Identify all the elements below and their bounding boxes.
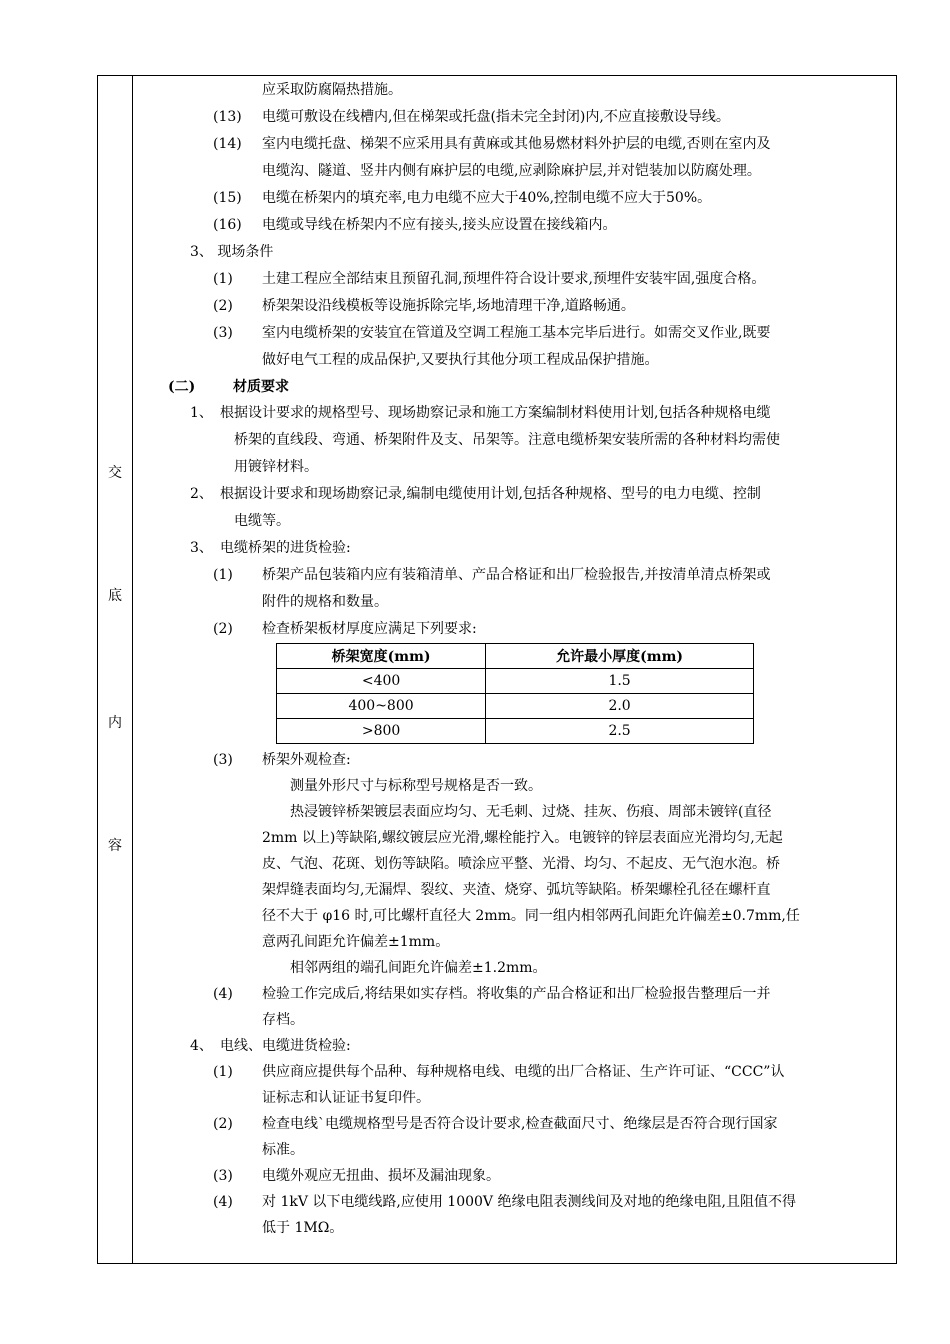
- text-line: 电缆可敷设在线槽内,但在梯架或托盘(指未完全封闭)内,不应直接敷设导线。: [262, 109, 730, 125]
- item-number: (4): [213, 986, 233, 1002]
- text-line: 桥架架设沿线模板等设施拆除完毕,场地清理干净,道路畅通。: [262, 298, 635, 314]
- text-line: 热浸镀锌桥架镀层表面应均匀、无毛刺、过烧、挂灰、伤痕、周部未镀锌(直径: [290, 804, 772, 820]
- side-label-char: 容: [108, 838, 122, 854]
- text-line: 检查电线`电缆规格型号是否符合设计要求,检查截面尺寸、绝缘层是否符合现行国家: [262, 1116, 778, 1132]
- chapter-number: (二): [168, 379, 196, 395]
- text-line: 电缆等。: [234, 513, 290, 529]
- table-row: [277, 694, 754, 719]
- text-line: 室内电缆托盘、梯架不应采用具有黄麻或其他易燃材料外护层的电缆,否则在室内及: [262, 136, 771, 152]
- text-line: 用镀锌材料。: [234, 459, 318, 475]
- text-line: 2mm 以上)等缺陷,螺纹镀层应光滑,螺栓能拧入。电镀锌的锌层表面应光滑均匀,无起: [262, 830, 783, 846]
- text-line: 土建工程应全部结束且预留孔洞,预埋件符合设计要求,预埋件安装牢固,强度合格。: [262, 271, 766, 287]
- text-line: 桥架外观检查:: [262, 752, 351, 768]
- text-line: 桥架产品包装箱内应有装箱清单、产品合格证和出厂检验报告,并按清单清点桥架或: [262, 567, 771, 583]
- item-number: (1): [213, 567, 233, 583]
- item-number: (14): [213, 136, 242, 152]
- item-number: (4): [213, 1194, 233, 1210]
- item-number: (3): [213, 325, 233, 341]
- item-number: (15): [213, 190, 242, 206]
- text-line: 检查桥架板材厚度应满足下列要求:: [262, 621, 477, 637]
- text-line: 意两孔间距允许偏差±1mm。: [262, 934, 450, 950]
- item-number: 4、: [190, 1038, 213, 1054]
- text-line: 附件的规格和数量。: [262, 594, 388, 610]
- table-cell: 2.5: [486, 719, 754, 744]
- text-line: 架焊缝表面均匀,无漏焊、裂纹、夹渣、烧穿、弧坑等缺陷。桥架螺栓孔径在螺杆直: [262, 882, 771, 898]
- item-number: 2、: [190, 486, 213, 502]
- item-number: (1): [213, 271, 233, 287]
- thickness-table: [276, 643, 754, 744]
- text-line: 电缆桥架的进货检验:: [220, 540, 351, 556]
- text-line: 径不大于 φ16 时,可比螺杆直径大 2mm。同一组内相邻两孔间距允许偏差±0.7mm,任: [262, 908, 800, 924]
- table-header-cell: 桥架宽度(mm): [277, 644, 486, 669]
- text-line: 电缆在桥架内的填充率,电力电缆不应大于40%,控制电缆不应大于50%。: [262, 190, 712, 206]
- table-row: [277, 719, 754, 744]
- table-row: [277, 669, 754, 694]
- table-cell: <400: [277, 669, 486, 694]
- text-line: 证标志和认证证书复印件。: [262, 1090, 430, 1106]
- table-header-cell: 允许最小厚度(mm): [486, 644, 754, 669]
- item-number: (13): [213, 109, 242, 125]
- table-cell: 1.5: [486, 669, 754, 694]
- item-number: (16): [213, 217, 242, 233]
- table-header-row: [277, 644, 754, 669]
- column-divider: [132, 75, 133, 1264]
- item-number: (3): [213, 752, 233, 768]
- text-line: 电缆外观应无扭曲、损坏及漏油现象。: [262, 1168, 500, 1184]
- text-line: 根据设计要求的规格型号、现场勘察记录和施工方案编制材料使用计划,包括各种规格电缆: [220, 405, 771, 421]
- item-number: (1): [213, 1064, 233, 1080]
- text-line: 室内电缆桥架的安装宜在管道及空调工程施工基本完毕后进行。如需交叉作业,既要: [262, 325, 771, 341]
- item-number: (3): [213, 1168, 233, 1184]
- text-line: 电缆沟、隧道、竖井内侧有麻护层的电缆,应剥除麻护层,并对铠装加以防腐处理。: [262, 163, 761, 179]
- text-line: 根据设计要求和现场勘察记录,编制电缆使用计划,包括各种规格、型号的电力电缆、控制: [220, 486, 761, 502]
- text-line: 桥架的直线段、弯通、桥架附件及支、吊架等。注意电缆桥架安装所需的各种材料均需使: [234, 432, 780, 448]
- text-line: 电线、电缆进货检验:: [220, 1038, 351, 1054]
- text-line: 供应商应提供每个品种、每种规格电线、电缆的出厂合格证、生产许可证、“CCC”认: [262, 1064, 785, 1080]
- item-number: 3、: [190, 540, 213, 556]
- text-line: 对 1kV 以下电缆线路,应使用 1000V 绝缘电阻表测线间及对地的绝缘电阻,且阻值不得: [262, 1194, 796, 1210]
- item-number: (2): [213, 1116, 233, 1132]
- side-label-char: 底: [108, 588, 122, 604]
- text-line: 做好电气工程的成品保护,又要执行其他分项工程成品保护措施。: [262, 352, 659, 368]
- item-number: 1、: [190, 405, 213, 421]
- item-number: (2): [213, 621, 233, 637]
- table-cell: 2.0: [486, 694, 754, 719]
- text-line: 测量外形尺寸与标称型号规格是否一致。: [290, 778, 542, 794]
- text-line: 低于 1MΩ。: [262, 1220, 344, 1236]
- section-heading: 3、 现场条件: [190, 244, 274, 260]
- table-cell: 400~800: [277, 694, 486, 719]
- side-label-char: 内: [108, 715, 122, 731]
- text-line: 检验工作完成后,将结果如实存档。将收集的产品合格证和出厂检验报告整理后一并: [262, 986, 771, 1002]
- item-number: (2): [213, 298, 233, 314]
- text-line: 应采取防腐隔热措施。: [262, 82, 402, 98]
- table-cell: >800: [277, 719, 486, 744]
- side-label-char: 交: [108, 465, 122, 481]
- text-line: 电缆或导线在桥架内不应有接头,接头应设置在接线箱内。: [262, 217, 617, 233]
- text-line: 相邻两组的端孔间距允许偏差±1.2mm。: [290, 960, 547, 976]
- text-line: 标准。: [262, 1142, 304, 1158]
- chapter-heading: 材质要求: [233, 379, 289, 395]
- text-line: 皮、气泡、花斑、划伤等缺陷。喷涂应平整、光滑、均匀、不起皮、无气泡水泡。桥: [262, 856, 780, 872]
- text-line: 存档。: [262, 1012, 304, 1028]
